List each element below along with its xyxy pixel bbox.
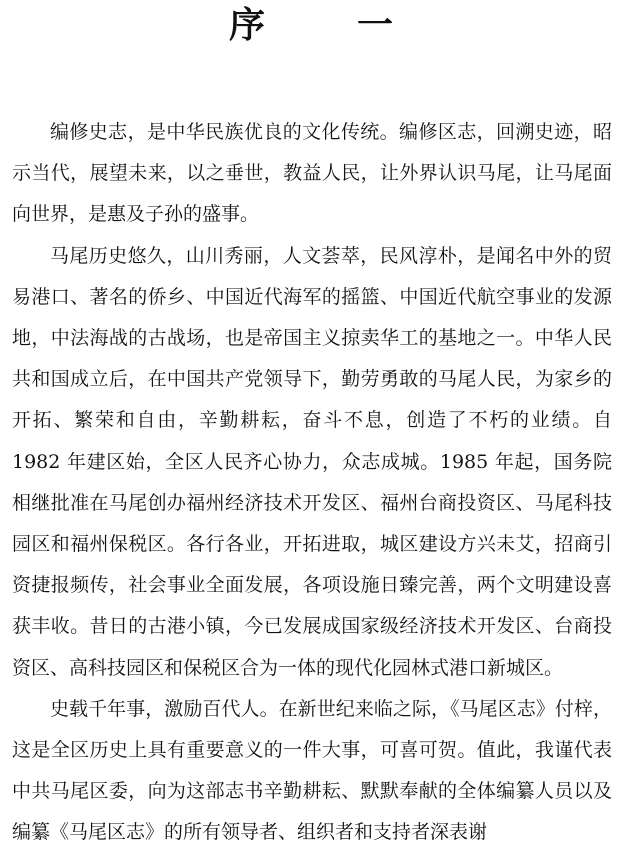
paragraph-3: 史载千年事，激励百代人。在新世纪来临之际，《马尾区志》付梓，这是全区历史上具有重要意义的一件大事，可喜可贺。值此，我谨代表中共马尾区委，向为这部志书辛勤耕耘、默默奉献的全体编纂人员以及编纂《马尾区志》的所有领导者、组织者和支持者深表谢 (12, 697, 612, 844)
paragraph-1: 编修史志，是中华民族优良的文化传统。编修区志，回溯史迹，昭示当代，展望未来，以之垂世，教益人民，让外界认识马尾，让马尾面向世界，是惠及子孙的盛事。 (12, 121, 612, 226)
page-title: 序 一 (228, 5, 421, 46)
paragraph-2: 马尾历史悠久，山川秀丽，人文荟萃，民风淳朴，是闻名中外的贸易港口、著名的侨乡、中国近代海军的摇篮、中国近代航空事业的发源地，中法海战的古战场，也是帝国主义掠卖华工的基地之一。中华人民共和国成立后，在中国共产党领导下，勤劳勇敢的马尾人民，为家乡的开拓、繁荣和自由，辛勤耕耘，奋斗不息，创造了不朽的业绩。自 1982 年建区始，全区人民齐心协力，众志成城。1985 年起，国务院相继批准在马尾创办福州经济技术开发区、福州台商投资区、马尾科技园区和福州保税区。各行各业，开拓进取，城区建设方兴未艾，招商引资捷报频传，社会事业全面发展，各项设施日臻完善，两个文明建设喜获丰收。昔日的古港小镇，今已发展成国家级经济技术开发区、台商投资区、高科技园区和保税区合为一体的现代化园林式港口新城区。 (12, 244, 612, 679)
body-text (12, 112, 612, 854)
